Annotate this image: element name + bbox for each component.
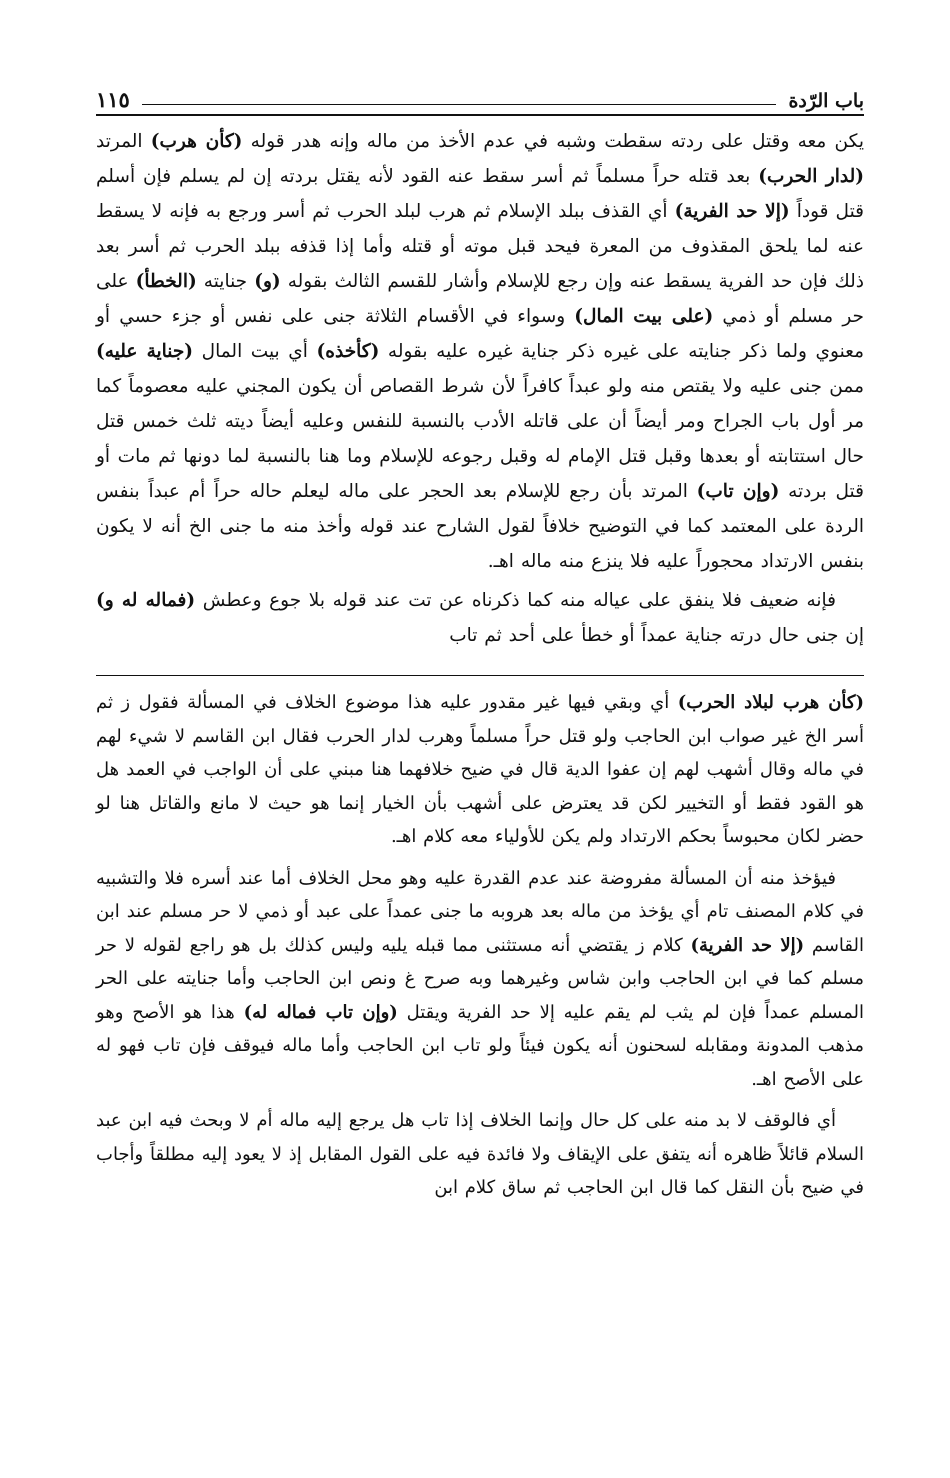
bold-quote-span: (فماله له و) xyxy=(96,590,196,611)
text-span: المرتد بأن رجع للإسلام بعد الحجر على ماله ليعلم حاله حراً أم عبداً بنفس الردة على المعتمد كما في التوضيح خلافاً لقول الشارح عند قوله وأخذ منه ما جنى الخ أنه لا يكون بنفس الارتداد محجوراً عليه فلا ينزع منه ماله اهـ. xyxy=(96,481,864,572)
bold-quote-span: (كأن هرب لبلاد الحرب) xyxy=(677,692,864,713)
bold-quote-span: (وإن تاب) xyxy=(696,481,780,502)
text-span: كلام ز يقتضي أنه مستثنى مما قبله يليه وليس كذلك بل هو راجع لقوله لا حر مسلم كما في ابن الحاجب وابن شاس وغيرهما وبه صرح غ ونص ابن الحاجب وأما جنايته على الحر المسلم عمداً فإن لم يثب لم يقم عليه إلا حد الفرية ويقتل xyxy=(96,934,864,1023)
bold-quote-span: (إلا حد الفرية) xyxy=(690,934,805,956)
text-span: أي وبقي فيها غير مقدور عليه هذا موضوع الخلاف في المسألة فقول ز ثم أسر الخ غير صواب ابن الحاجب ولو قتل حراً مسلماً وهرب لدار الحرب فقال ابن القاسم لا شيء لهم في ماله وقال أشهب لهم إن عفوا الدية قال في ضيح خلافهما هنا مبني على أن الواجب في العمد هل هو القود فقط أو التخيير لكن قد يعترض على أشهب بأن الخيار إنما هو حيث لا مانع والقاتل هنا لو حضر لكان محبوساً بحكم الارتداد ولم يكن للأولياء معه كلام اهـ. xyxy=(96,692,864,847)
text-span: إن جنى حال درته جناية عمداً أو خطأ على أحد ثم تاب xyxy=(449,625,864,646)
text-span: هذا هو الأصح وهو مذهب المدونة ومقابله لسحنون أنه يكون فيئاً ولو تاب ابن الحاجب وأما ماله فيوقف فإن تاب فهو له على الأصح اهـ. xyxy=(96,1001,864,1090)
text-span: وسواء في الأقسام الثلاثة جنى على نفس أو جزء حسي أو معنوي ولما ذكر جنايته على غيره ذكر جناية غيره عليه بقوله xyxy=(96,306,864,362)
bold-quote-span: (وإن تاب فماله له) xyxy=(243,1001,398,1023)
text-span: بعد قتله حراً مسلماً ثم أسر سقط عنه القود لأنه يقتل بردته إن لم يسلم فإن أسلم قتل قوداً xyxy=(96,166,864,222)
main-paragraph-1 xyxy=(96,124,864,579)
page-number: ١١٥ xyxy=(96,87,130,112)
main-paragraph-2 xyxy=(96,583,864,653)
commentary-paragraph-1 xyxy=(96,686,864,854)
commentary-paragraph-3 xyxy=(96,1104,864,1205)
footnote-divider xyxy=(96,675,864,676)
main-text xyxy=(96,124,864,653)
text-span: جنايته xyxy=(196,271,255,292)
running-header xyxy=(96,76,864,116)
bold-quote-span: (على بيت المال) xyxy=(574,306,714,327)
bold-quote-span: (كأخذه) xyxy=(316,341,380,362)
chapter-title: باب الرّدة xyxy=(788,90,864,112)
text-span: فيؤخذ منه أن المسألة مفروضة عند عدم القدرة عليه وهو محل الخلاف أما عند أسره فلا والتشبيه في كلام المصنف تام أي يؤخذ من ماله بعد هروبه ما جنى عمداً على عبد أو ذمي لا حر مسلم عند ابن القاسم xyxy=(96,867,865,956)
text-span: يكن معه وقتل على ردته سقطت وشبه في عدم الأخذ من ماله وإنه هدر قوله xyxy=(242,131,864,152)
text-span: أي القذف ببلد الإسلام ثم هرب لبلد الحرب ثم أسر ورجع به فإنه لا يسقط عنه لما يلحق المقذوف من المعرة فيحد قبل موته أو قتله وأما إذا قذفه ببلد الحرب ثم أسر بعد ذلك فإن حد الفرية يسقط عنه وإن رجع للإسلام وأشار للقسم الثالث بقوله xyxy=(96,201,864,292)
text-span: المرتد xyxy=(96,131,151,152)
bold-quote-span: (جناية عليه) xyxy=(96,341,194,362)
book-page xyxy=(96,76,864,1205)
header-rule xyxy=(142,104,777,105)
bold-quote-span: (كأن هرب) xyxy=(150,131,243,152)
text-span: ممن جنى عليه ولا يقتص منه ولو عبداً كافراً لأن شرط القصاص أن يكون المجني عليه معصوماً كما مر أول باب الجراح ومر أيضاً أن على قاتله الأدب بالنسبة للنفس وعليه أيضاً ديته ثلث خمس قتل حال استتابته أو بعدها وقبل قتل الإمام له وقبل رجوعه للإسلام وما هنا بالنسبة لما دونها ثم مات أو قتل بردته xyxy=(96,376,864,502)
text-span: فإنه ضعيف فلا ينفق على عياله منه كما ذكرناه عن تت عند قوله بلا جوع وعطش xyxy=(195,590,836,611)
bold-quote-span: (إلا حد الفرية) xyxy=(674,201,790,222)
bold-quote-span: (الخطأ) xyxy=(135,271,197,292)
text-span: على حر مسلم أو ذمي xyxy=(96,271,864,327)
commentary-paragraph-2 xyxy=(96,862,864,1097)
text-span: أي فالوقف لا بد منه على كل حال وإنما الخلاف إذا تاب هل يرجع إليه ماله أم لا وبحث فيه ابن عبد السلام قائلاً ظاهره أنه يتفق على الإيقاف ولا فائدة فيه على القول المقابل إذ لا يعود إليه مطلقاً وأجاب في ضيح بأن النقل كما قال ابن الحاجب ثم ساق كلام ابن xyxy=(96,1110,864,1198)
bold-quote-span: (لدار الحرب) xyxy=(758,166,864,187)
commentary-text xyxy=(96,686,864,1205)
bold-quote-span: (و) xyxy=(254,271,281,292)
text-span: أي بيت المال xyxy=(193,341,317,362)
